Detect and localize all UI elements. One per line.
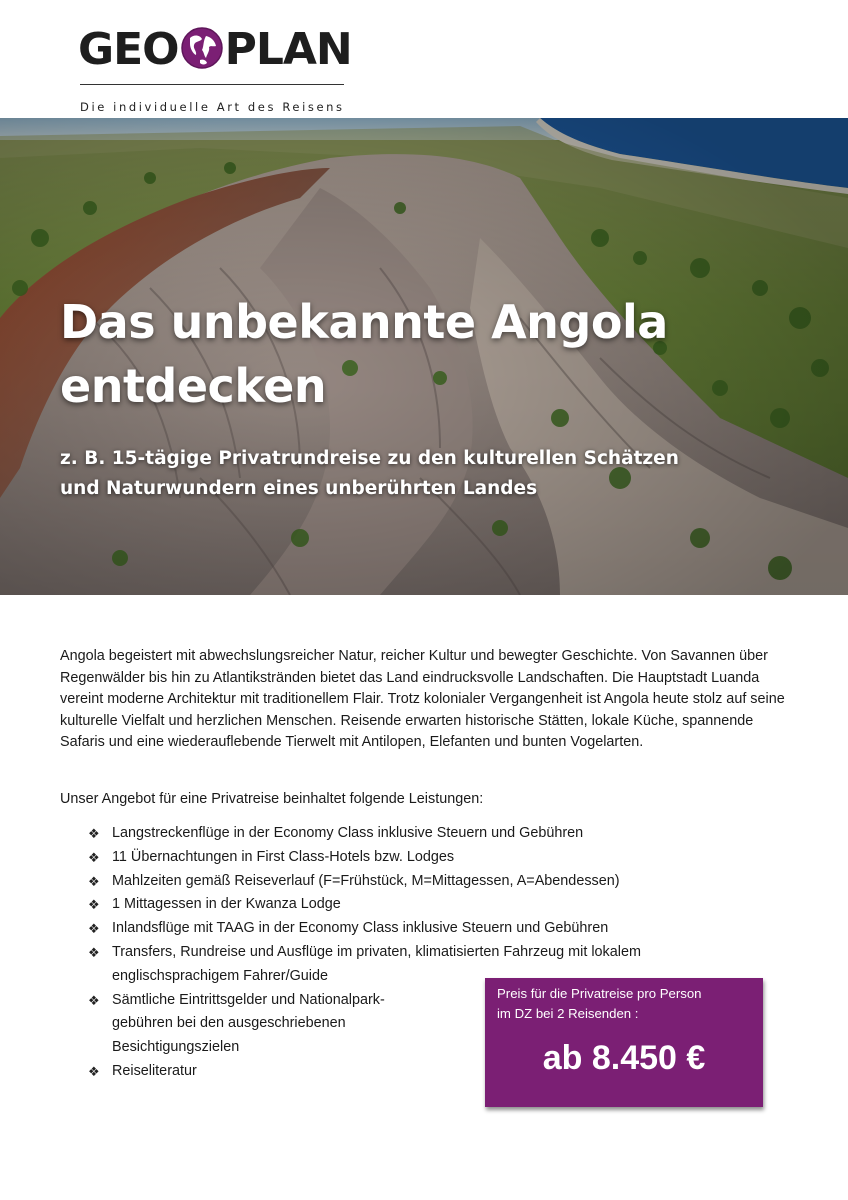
price-value: ab 8.450 €	[542, 1039, 706, 1077]
logo-divider	[80, 84, 344, 85]
price-label-line-2: im DZ bei 2 Reisenden :	[497, 1006, 639, 1021]
hero-subtitle-line-2: und Naturwundern eines unberührten Landes	[60, 478, 538, 499]
price-box	[485, 978, 763, 1107]
service-text: Mahlzeiten gemäß Reiseverlauf (F=Frühstück, M=Mittagessen, A=Abendessen)	[112, 872, 620, 889]
diamond-bullet-icon: ❖	[88, 873, 100, 889]
hero-subtitle-line-1: z. B. 15-tägige Privatrundreise zu den kulturellen Schätzen	[60, 448, 679, 469]
list-item	[88, 989, 442, 1060]
list-item	[88, 917, 788, 941]
globe-icon	[180, 26, 224, 70]
hero-subtitle	[60, 444, 760, 504]
service-text: Transfers, Rundreise und Ausflüge im privaten, klimatisierten Fahrzeug mit lokalem englischsprachigem Fahrer/Guide	[112, 943, 641, 984]
brand-name-left: GEO	[78, 24, 179, 75]
list-item	[88, 870, 788, 894]
diamond-bullet-icon: ❖	[88, 826, 100, 841]
service-text: 1 Mittagessen in der Kwanza Lodge	[112, 896, 341, 913]
service-text: Sämtliche Eintrittsgelder und Nationalpark-gebühren bei den ausgeschriebenen Besichtigungszielen	[112, 991, 385, 1056]
list-item	[88, 846, 788, 870]
service-text: Reiseliteratur	[112, 1062, 197, 1079]
list-item	[88, 893, 788, 917]
brand-wordmark	[78, 20, 352, 80]
price-label	[497, 984, 747, 1024]
diamond-bullet-icon: ❖	[88, 944, 100, 960]
service-text: Inlandsflüge mit TAAG in der Economy Class inklusive Steuern und Gebühren	[112, 920, 609, 937]
hero-title	[60, 290, 668, 418]
diamond-bullet-icon: ❖	[88, 897, 100, 913]
price-label-line-1: Preis für die Privatreise pro Person	[497, 986, 702, 1001]
brand-logo	[78, 20, 352, 114]
brand-tagline: Die individuelle Art des Reisens	[80, 100, 345, 114]
service-text: 11 Übernachtungen in First Class-Hotels bzw. Lodges	[112, 848, 455, 865]
brand-name-right: PLAN	[224, 24, 352, 75]
list-item	[88, 822, 788, 846]
intro-paragraph: Angola begeistert mit abwechslungsreicher Natur, reicher Kultur und bewegter Geschichte. Von Savannen über Regenwälder bis hin zu Atlantikstränden bietet das Land eindrucksvolle Landschaften. Die Hauptstadt Luanda vereint moderne Architektur mit traditionellem Flair. Trotz kolonialer Vergangenheit ist Angola heute stolz auf seine kulturelle Vielfalt und herzlichen Menschen. Reisende erwarten historische Stätten, lokale Küche, spannende Safaris und eine wiederauflebende Tierwelt mit Antilopen, Elefanten und bunten Vogelarten.	[60, 648, 785, 750]
diamond-bullet-icon: ❖	[88, 849, 100, 865]
service-text: Langstreckenflüge in der Economy Class inklusive Steuern und Gebühren	[112, 825, 584, 841]
hero-title-line-2: entdecken	[60, 359, 327, 413]
diamond-bullet-icon: ❖	[88, 921, 100, 937]
services-lead: Unser Angebot für eine Privatreise beinhaltet folgende Leistungen:	[60, 791, 484, 807]
diamond-bullet-icon: ❖	[88, 992, 100, 1008]
hero-title-line-1: Das unbekannte Angola	[60, 295, 668, 349]
diamond-bullet-icon: ❖	[88, 1063, 100, 1079]
hero-banner	[0, 118, 848, 595]
